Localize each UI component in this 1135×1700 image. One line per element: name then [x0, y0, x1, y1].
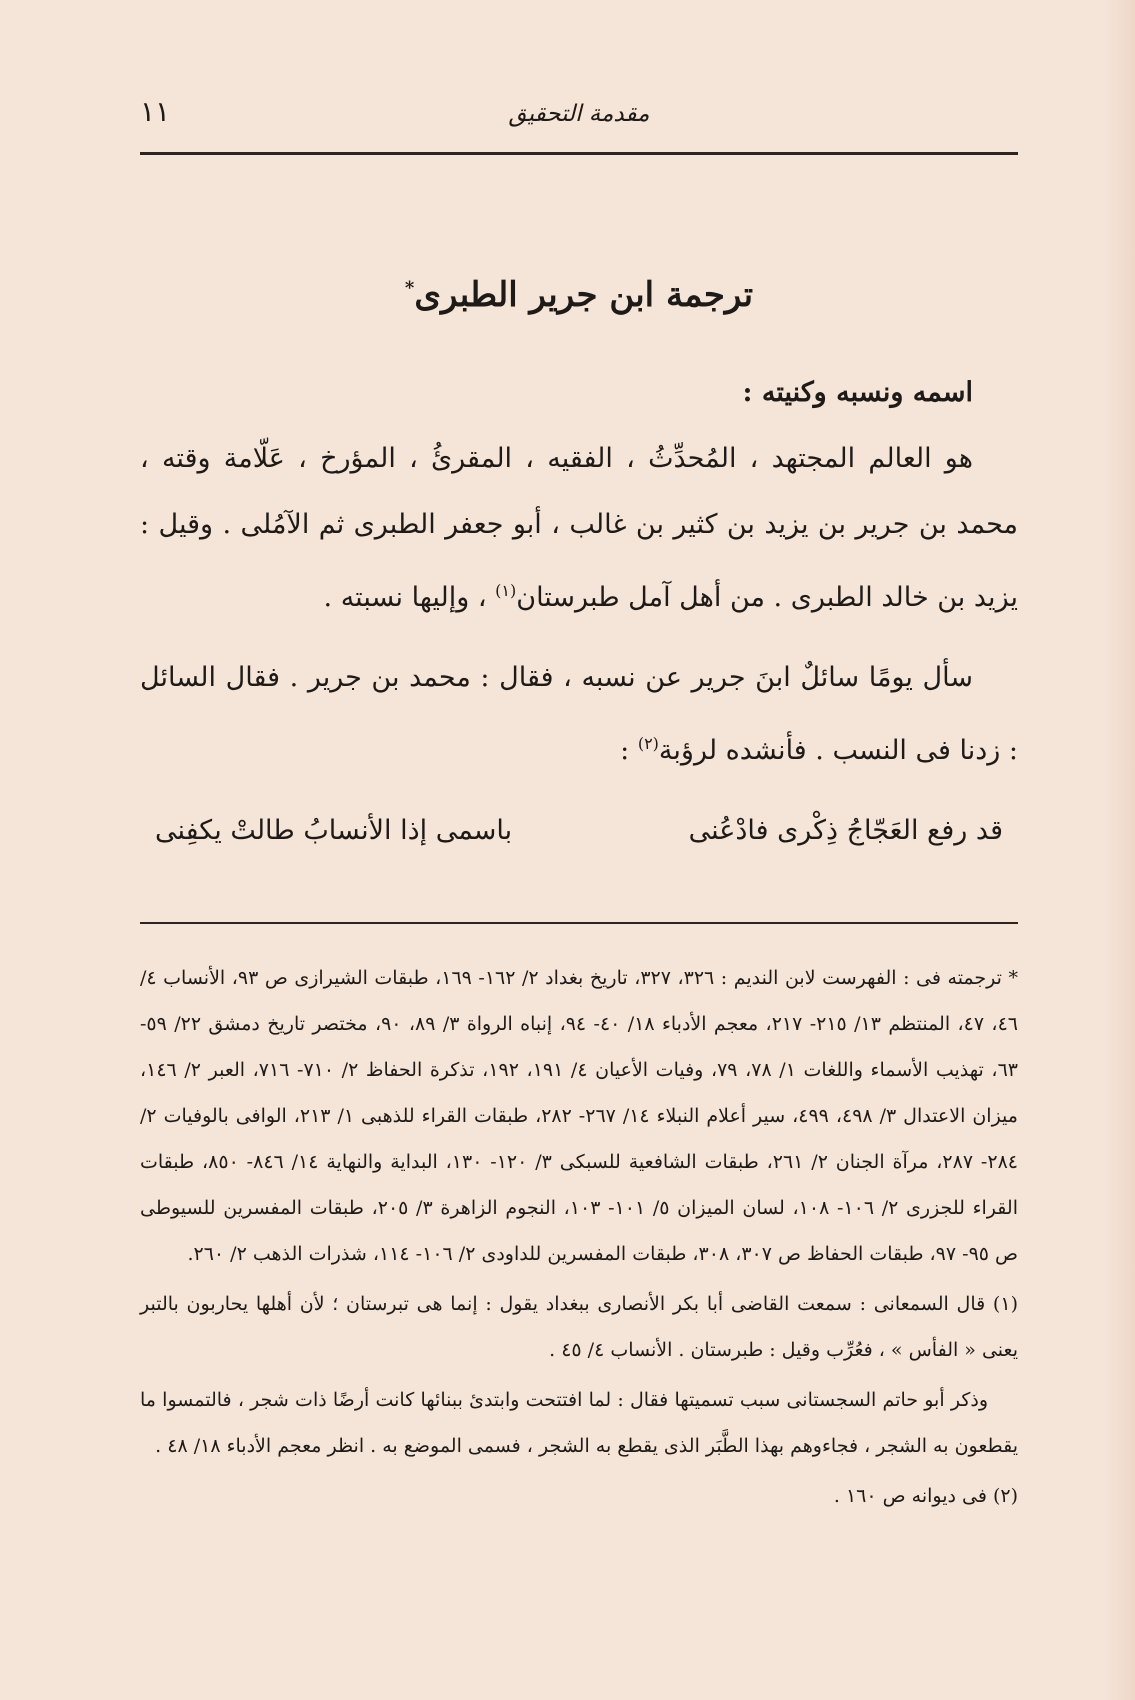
footnote-ref: (٢) — [637, 734, 659, 753]
page-number: ١١ — [140, 95, 171, 128]
main-text — [140, 275, 1018, 864]
verse-hemistich-first: قد رفع العَجّاجُ ذِكْرى فادْعُنى — [688, 815, 1003, 846]
footnote: (١) قال السمعانى : سمعت القاضى أبا بكر الأنصارى ببغداد يقول : إنما هى تبرستان ؛ لأن أهلها يحاربون بالتبر يعنى « الفأس » ، فعُرِّب وقيل : طبرستان . الأنساب ٤/ ٤٥ . — [140, 1293, 1018, 1361]
footnotes — [140, 955, 1018, 1523]
footnote: (٢) فى ديوانه ص ١٦٠ . — [833, 1485, 1018, 1507]
running-header — [140, 95, 1018, 145]
chapter-title — [140, 275, 1018, 315]
paragraph-text: هو العالم المجتهد ، المُحدِّثُ ، الفقيه ، المقرئُ ، المؤرخ ، عَلّامة وقته ، محمد بن جرير بن يزيد بن كثير بن غالب ، أبو جعفر الطبرى ثم الآمُلى . وقيل : يزيد بن خالد الطبرى . من أهل آمل طبرستان — [140, 443, 1018, 613]
footnote-ref: (١) — [495, 581, 517, 600]
page-edge-shadow — [1105, 0, 1135, 1700]
paragraph-text: سأل يومًا سائلٌ ابنَ جرير عن نسبه ، فقال : محمد بن جرير . فقال السائل : زدنا فى النسب . فأنشده لرؤبة — [140, 662, 1018, 766]
footnote-separator — [140, 922, 1018, 924]
footnote-mark: * — [404, 277, 415, 299]
paragraph — [140, 426, 1018, 631]
verse-hemistich-second: باسمى إذا الأنسابُ طالتْ يكفِنى — [155, 815, 513, 846]
header-rule — [140, 152, 1018, 155]
paragraph-text: : — [620, 735, 630, 766]
verse — [140, 798, 1018, 864]
footnote: * ترجمته فى : الفهرست لابن النديم : ٣٢٦، ٣٢٧، تاريخ بغداد ٢/ ١٦٢- ١٦٩، طبقات الشيرازى ص ٩٣، الأنساب ٤/ ٤٦، ٤٧، المنتظم ١٣/ ٢١٥- ٢١٧، معجم الأدباء ١٨/ ٤٠- ٩٤، إنباه الرواة ٣/ ٨٩، ٩٠، مختصر تاريخ دمشق ٢٢/ ٥٩- ٦٣، تهذيب الأسماء واللغات ١/ ٧٨، ٧٩، وفيات الأعيان ٤/ ١٩١، ١٩٢، تذكرة الحفاظ ٢/ ٧١٠- ٧١٦، العبر ٢/ ١٤٦، ميزان الاعتدال ٣/ ٤٩٨، ٤٩٩، سير أعلام النبلاء ١٤/ ٢٦٧- ٢٨٢، طبقات القراء للذهبى ١/ ٢١٣، الوافى بالوفيات ٢/ ٢٨٤- ٢٨٧، مرآة الجنان ٢/ ٢٦١، طبقات الشافعية للسبكى ٣/ ١٢٠- ١٣٠، البداية والنهاية ١٤/ ٨٤٦- ٨٥٠، طبقات القراء للجزرى ٢/ ١٠٦- ١٠٨، لسان الميزان ٥/ ١٠١- ١٠٣، النجوم الزاهرة ٣/ ٢٠٥، طبقات المفسرين للسيوطى ص ٩٥- ٩٧، طبقات الحفاظ ص ٣٠٧، ٣٠٨، طبقات المفسرين للداودى ٢/ ١٠٦- ١١٤، شذرات الذهب ٢/ ٢٦٠. — [140, 967, 1018, 1265]
paragraph-text: ، وإليها نسبته . — [323, 582, 487, 613]
paragraph — [140, 645, 1018, 784]
section-heading: اسمه ونسبه وكنيته : — [742, 377, 973, 408]
chapter-title-text: ترجمة ابن جرير الطبرى — [414, 275, 754, 315]
footnote: وذكر أبو حاتم السجستانى سبب تسميتها فقال : لما افتتحت وابتدئ ببنائها كانت أرضًا ذات شجر ، فالتمسوا ما يقطعون به الشجر ، فجاءوهم بهذا الطَّبَر الذى يقطع به الشجر ، فسمى الموضع به . انظر معجم الأدباء ١٨/ ٤٨ . — [140, 1389, 1018, 1457]
running-title: مقدمة التحقيق — [508, 101, 650, 127]
